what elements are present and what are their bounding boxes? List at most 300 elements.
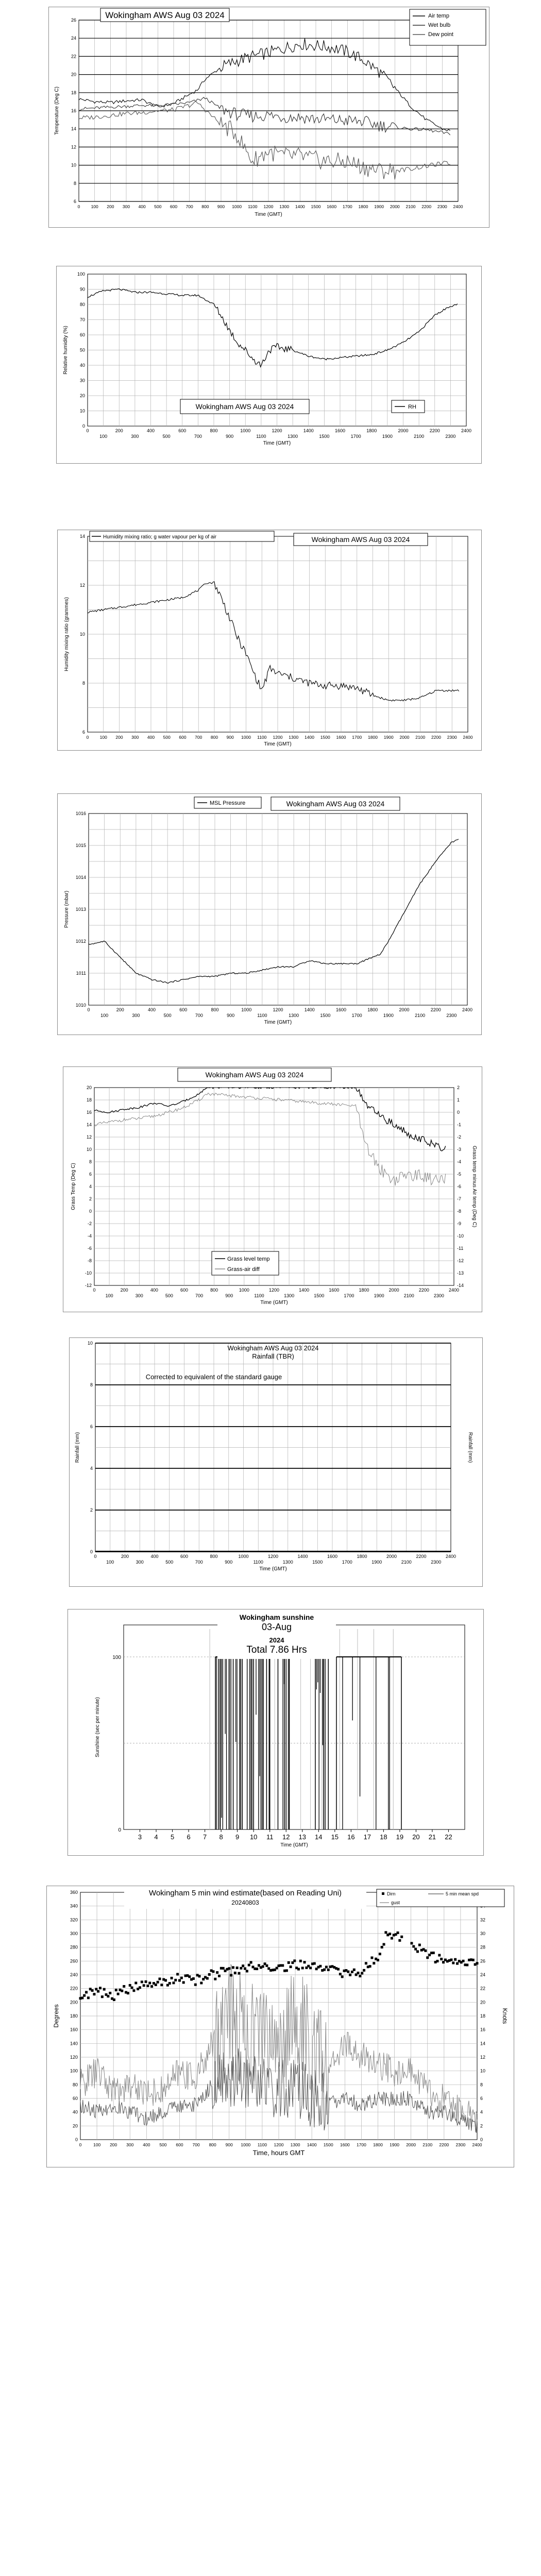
wind-dir-point — [347, 1971, 349, 1973]
temp-xtick: 700 — [185, 204, 193, 209]
wind-dir-point — [145, 1980, 147, 1983]
wind-xtick: 1800 — [373, 2142, 383, 2147]
rh-xtick: 400 — [146, 428, 155, 433]
grass-xtick: 500 — [165, 1293, 173, 1298]
pres-xtick: 1100 — [257, 1013, 267, 1018]
wind-dir-point — [206, 1977, 209, 1979]
wind-dir-point — [391, 1937, 393, 1940]
wind-dir-point — [398, 1939, 401, 1942]
mix-ytick: 8 — [82, 681, 85, 686]
wind-legend-item: Dirn — [387, 1891, 396, 1896]
sun-ylabel: Sunshine (sec per minute) — [95, 1697, 100, 1757]
wind-dir-point — [426, 1956, 429, 1959]
temp-legend-item: Wet bulb — [428, 22, 451, 28]
sun-total: Total 7.86 Hrs — [246, 1645, 307, 1655]
wind-title: Wokingham 5 min wind estimate(based on Reading Uni) — [148, 1889, 342, 1897]
mix-xlabel: Time (GMT) — [264, 741, 292, 747]
sun-xtick: 10 — [249, 1833, 258, 1841]
mix-xtick: 400 — [147, 735, 155, 740]
mix-xtick: 900 — [226, 735, 234, 740]
wind-dir-point — [180, 1977, 183, 1979]
rh-ytick: 70 — [79, 317, 85, 323]
sun-xtick: 16 — [347, 1833, 355, 1841]
mix-xtick: 200 — [115, 735, 123, 740]
grass-ytick2: -13 — [457, 1270, 464, 1276]
rh-xtick: 1600 — [334, 428, 346, 433]
temp-xtick: 1700 — [342, 204, 352, 209]
wind-xtick: 1000 — [241, 2142, 251, 2147]
pres-xtick: 100 — [100, 1013, 109, 1018]
wind-xtick: 2300 — [455, 2142, 466, 2147]
sun-xlabel: Time (GMT) — [280, 1842, 308, 1848]
wind-dir-point — [370, 1956, 373, 1959]
wind-dir-point — [373, 1962, 375, 1964]
grass-ytick: 14 — [86, 1122, 92, 1127]
grass-xtick: 100 — [105, 1293, 113, 1298]
rh-xtick: 1300 — [288, 434, 298, 439]
wind-ytick2: 12 — [480, 2055, 486, 2060]
wind-dir-point — [337, 1968, 340, 1971]
rh-xlabel: Time (GMT) — [263, 440, 291, 446]
grass-xtick: 2400 — [448, 1287, 460, 1293]
wind-dir-point — [248, 1964, 250, 1967]
temp-xtick: 200 — [107, 204, 114, 209]
grass-ytick: -10 — [84, 1270, 92, 1276]
rh-xtick: 1900 — [382, 434, 393, 439]
wind-dir-point — [93, 1993, 95, 1995]
wind-ytick: 320 — [70, 1917, 78, 1923]
grass-ytick2: -4 — [457, 1159, 462, 1164]
wind-dir-point — [281, 1964, 284, 1967]
rh-xtick: 1200 — [272, 428, 282, 433]
sun-xtick: 14 — [315, 1833, 323, 1841]
mix-xtick: 1700 — [352, 735, 362, 740]
wind-dir-point — [178, 1979, 181, 1982]
rh-xtick: 0 — [86, 428, 89, 433]
wind-dir-point — [97, 1990, 99, 1993]
grass-xtick: 200 — [120, 1287, 128, 1293]
wind-dir-point — [132, 1989, 135, 1992]
wind-ytick: 60 — [72, 2096, 78, 2101]
humidity-chart-svg — [57, 266, 481, 463]
grass-ytick2: -10 — [457, 1233, 464, 1239]
wind-xtick: 200 — [110, 2142, 117, 2147]
rain-xtick: 2200 — [416, 1554, 427, 1559]
grass-xlabel: Time (GMT) — [260, 1300, 288, 1306]
wind-dir-point — [234, 1972, 236, 1974]
wind-dir-point — [160, 1984, 163, 1986]
rh-xtick: 300 — [131, 434, 139, 439]
wind-dir-point — [353, 1969, 356, 1971]
wind-dir-point — [454, 1958, 457, 1961]
rh-xtick: 500 — [162, 434, 171, 439]
pres-ytick: 1015 — [75, 843, 86, 848]
wind-dir-point — [363, 1969, 365, 1972]
grass-ytick2: -5 — [457, 1172, 462, 1177]
wind-dir-point — [200, 1981, 202, 1984]
wind-xtick: 1700 — [356, 2142, 366, 2147]
wind-dir-point — [384, 1931, 387, 1934]
grass-ytick: -12 — [84, 1283, 92, 1288]
mix-ytick: 14 — [79, 534, 85, 539]
rainfall-chart-svg — [70, 1338, 482, 1586]
wind-ytick: 340 — [70, 1903, 78, 1909]
wind-dir-point — [379, 1953, 381, 1955]
wind-dir-point — [365, 1962, 367, 1964]
grass-xtick: 600 — [180, 1287, 189, 1293]
temp-xtick: 1300 — [279, 204, 290, 209]
grass-xtick: 1000 — [239, 1287, 249, 1293]
wind-dir-point — [388, 1933, 391, 1935]
grass-temp-chart — [63, 1066, 482, 1312]
wind-dir-point — [313, 1962, 316, 1965]
grass-xtick: 1600 — [329, 1287, 340, 1293]
wind-dir-point — [341, 1975, 344, 1978]
pres-ytick: 1012 — [75, 939, 86, 944]
wind-dir-point — [222, 1967, 225, 1970]
rh-xtick: 200 — [115, 428, 123, 433]
temp-ytick: 14 — [71, 126, 76, 132]
wind-ytick: 80 — [72, 2082, 78, 2088]
mix-xtick: 1300 — [289, 735, 299, 740]
rh-ytick: 100 — [77, 272, 85, 277]
rh-ytick: 0 — [82, 423, 85, 429]
mix-xtick: 600 — [179, 735, 187, 740]
sunshine-chart-svg — [68, 1609, 483, 1855]
wind-dir-point — [85, 1991, 88, 1993]
grass-xtick: 1900 — [374, 1293, 384, 1298]
rh-ytick: 10 — [79, 408, 85, 414]
wind-dir-point — [339, 1973, 342, 1975]
grass-xtick: 300 — [135, 1293, 143, 1298]
rh-xtick: 1400 — [303, 428, 314, 433]
grass-ytick: -8 — [87, 1258, 92, 1263]
sun-title: Wokingham sunshine — [239, 1613, 314, 1621]
wind-ytick2: 8 — [480, 2082, 483, 2088]
grass-ytick: 20 — [86, 1085, 92, 1090]
grass-xtick: 700 — [195, 1293, 204, 1298]
mix-xtick: 100 — [99, 735, 107, 740]
temp-xtick: 2400 — [453, 204, 463, 209]
sun-xtick: 11 — [266, 1833, 274, 1841]
wind-ytick: 280 — [70, 1944, 78, 1950]
wind-dir-point — [246, 1970, 248, 1972]
grass-xtick: 2100 — [403, 1293, 414, 1298]
temp-xtick: 800 — [201, 204, 209, 209]
wind-dir-point — [462, 1960, 465, 1962]
sun-xtick: 18 — [380, 1833, 387, 1841]
wind-ytick2: 20 — [480, 1999, 486, 2005]
wind-xtick: 2400 — [472, 2142, 482, 2147]
grass-ytick2: -7 — [457, 1196, 462, 1201]
sun-xtick: 5 — [170, 1833, 175, 1841]
grass-ytick: 2 — [89, 1196, 92, 1201]
rain-ytick: 4 — [90, 1466, 93, 1471]
rain-ytick: 2 — [90, 1507, 93, 1513]
wind-dir-point — [127, 1992, 129, 1994]
sun-xtick: 17 — [363, 1833, 371, 1841]
wind-dir-point — [103, 1988, 106, 1991]
wind-xtick: 1400 — [307, 2142, 317, 2147]
rh-ytick: 80 — [79, 302, 85, 307]
sun-xtick: 15 — [331, 1833, 339, 1841]
mix-ytick: 12 — [79, 583, 85, 588]
sun-xtick: 22 — [445, 1833, 452, 1841]
temp-ytick: 18 — [71, 90, 76, 95]
grass-ytick: 8 — [89, 1159, 92, 1164]
wind-ytick2: 30 — [480, 1931, 486, 1936]
pres-xtick: 1500 — [320, 1013, 331, 1018]
wind-dir-point — [476, 1962, 479, 1964]
wind-xlabel: Time, hours GMT — [252, 2149, 305, 2157]
wind-dir-point — [440, 1958, 443, 1960]
grass-xtick: 1300 — [284, 1293, 295, 1298]
wind-xtick: 100 — [93, 2142, 101, 2147]
wind-dir-point — [192, 1977, 195, 1980]
wind-dir-point — [113, 1998, 115, 2001]
temp-xtick: 1600 — [327, 204, 337, 209]
grass-ytick: 10 — [86, 1147, 92, 1152]
grass-xtick: 1500 — [314, 1293, 325, 1298]
rh-xtick: 600 — [178, 428, 187, 433]
pres-xtick: 2400 — [462, 1007, 473, 1012]
rain-ytick: 10 — [87, 1341, 93, 1346]
wind-dir-point — [198, 1975, 201, 1977]
pres-xtick: 500 — [163, 1013, 172, 1018]
temp-ytick: 12 — [71, 144, 76, 150]
wind-dir-point — [301, 1967, 304, 1969]
wind-legend-item: gust — [391, 1900, 400, 1905]
grass-ytick2: 2 — [457, 1085, 460, 1090]
rh-xtick: 900 — [226, 434, 234, 439]
temp-xtick: 300 — [122, 204, 130, 209]
wind-dir-point — [361, 1972, 363, 1974]
wind-dir-point — [288, 1961, 290, 1964]
wind-dir-point — [228, 1967, 230, 1970]
wind-dir-point — [174, 1979, 177, 1981]
temp-ytick: 22 — [71, 54, 76, 59]
pres-ytick: 1011 — [76, 971, 86, 976]
wind-ytick: 140 — [70, 2041, 78, 2046]
sun-year: 2024 — [269, 1636, 284, 1644]
wind-dir-point — [81, 1996, 83, 1999]
wind-dir-point — [438, 1954, 441, 1957]
rain-xtick: 700 — [195, 1560, 203, 1565]
grass-ytick2: -1 — [457, 1122, 462, 1127]
wind-dir-point — [418, 1944, 421, 1946]
wind-dir-point — [400, 1936, 403, 1938]
rain-xtick: 800 — [210, 1554, 218, 1559]
grass-xtick: 2000 — [388, 1287, 399, 1293]
wind-chart — [46, 1886, 514, 2167]
wind-dir-point — [466, 1963, 468, 1966]
wind-ytick2: 22 — [480, 1986, 486, 1991]
grass-xtick: 2200 — [418, 1287, 429, 1293]
rh-ytick: 20 — [79, 393, 85, 398]
rain-xtick: 2400 — [445, 1554, 457, 1559]
wind-ytick: 20 — [72, 2123, 78, 2129]
rain-ytick: 8 — [90, 1382, 93, 1387]
grass-ytick2: -9 — [457, 1221, 462, 1226]
temp-xtick: 1900 — [374, 204, 384, 209]
rain-xtick: 1000 — [238, 1554, 249, 1559]
pres-xtick: 1300 — [289, 1013, 299, 1018]
wind-dir-point — [359, 1975, 361, 1977]
sun-xtick: 6 — [187, 1833, 191, 1841]
temp-xtick: 2300 — [437, 204, 447, 209]
temp-ytick: 10 — [71, 162, 76, 168]
wind-xtick: 0 — [79, 2142, 82, 2147]
wind-legend-swatch — [382, 1892, 384, 1895]
temp-xlabel: Time (GMT) — [255, 212, 282, 217]
rh-ytick: 30 — [79, 378, 85, 383]
wind-dir-point — [424, 1950, 427, 1952]
mix-xtick: 1200 — [273, 735, 283, 740]
wind-dir-point — [172, 1981, 175, 1984]
grass-ytick2: -11 — [457, 1246, 464, 1251]
temp-xtick: 1400 — [295, 204, 305, 209]
wind-dir-point — [319, 1965, 322, 1968]
grass-ytick2: -12 — [457, 1258, 464, 1263]
wind-xtick: 1200 — [274, 2142, 284, 2147]
rain-note: Corrected to equivalent of the standard gauge — [145, 1373, 282, 1381]
wind-ytick2: 4 — [480, 2109, 483, 2115]
pres-legend-item: MSL Pressure — [210, 800, 246, 806]
wind-dir-point — [171, 1977, 173, 1979]
rainfall-chart — [69, 1337, 483, 1587]
grass-xtick: 900 — [225, 1293, 233, 1298]
wind-dir-point — [143, 1984, 145, 1987]
wind-ylabel2: Knots — [501, 2008, 509, 2024]
sun-xtick: 19 — [396, 1833, 404, 1841]
pres-xtick: 300 — [132, 1013, 140, 1018]
rain-xtick: 600 — [180, 1554, 189, 1559]
wind-ytick: 100 — [70, 2068, 78, 2074]
mix-title: Wokingham AWS Aug 03 2024 — [311, 535, 410, 544]
pres-xtick: 1800 — [367, 1007, 378, 1012]
wind-ytick: 220 — [70, 1986, 78, 1991]
rh-xtick: 100 — [99, 434, 108, 439]
wind-xtick: 300 — [126, 2142, 134, 2147]
wind-ytick: 0 — [75, 2137, 78, 2142]
wind-dir-point — [369, 1965, 371, 1968]
wind-dir-point — [212, 1970, 214, 1973]
mix-xtick: 500 — [163, 735, 171, 740]
wind-xtick: 800 — [209, 2142, 216, 2147]
wind-dir-point — [232, 1966, 234, 1969]
rain-xtick: 1500 — [312, 1560, 323, 1565]
wind-dir-point — [91, 1989, 94, 1992]
rain-xtick: 1200 — [267, 1554, 279, 1559]
wind-ylabel: Degrees — [53, 2004, 60, 2028]
wind-dir-point — [472, 1959, 475, 1961]
pressure-chart — [57, 793, 482, 1035]
rain-xtick: 2000 — [386, 1554, 397, 1559]
wind-dir-point — [290, 1965, 292, 1968]
wind-ytick2: 2 — [480, 2123, 483, 2129]
pres-xtick: 1600 — [335, 1007, 347, 1012]
sun-xtick: 8 — [219, 1833, 223, 1841]
pres-ytick: 1014 — [75, 875, 86, 880]
pres-xtick: 1200 — [273, 1007, 283, 1012]
rain-ylabel: Rainfall (mm) — [75, 1432, 80, 1463]
wind-date: 20240803 — [231, 1899, 259, 1906]
rain-xlabel: Time (GMT) — [259, 1566, 287, 1572]
wind-xtick: 600 — [176, 2142, 183, 2147]
grass-xtick: 800 — [210, 1287, 218, 1293]
wind-ytick2: 6 — [480, 2096, 483, 2101]
wind-ytick2: 0 — [480, 2137, 483, 2142]
wind-dir-point — [349, 1974, 351, 1976]
grass-ytick2: -14 — [457, 1283, 464, 1288]
rh-xtick: 2300 — [445, 434, 456, 439]
wind-dir-point — [309, 1967, 312, 1969]
wind-dir-point — [410, 1942, 413, 1944]
pressure-chart-svg — [58, 794, 481, 1035]
wind-dir-point — [155, 1984, 157, 1986]
pres-xtick: 1400 — [304, 1007, 315, 1012]
wind-ytick2: 14 — [480, 2041, 486, 2046]
rh-xtick: 1700 — [350, 434, 361, 439]
grass-xtick: 400 — [150, 1287, 158, 1293]
rain-title: Wokingham AWS Aug 03 2024 — [227, 1344, 319, 1352]
temp-ylabel: Temperature (Deg C) — [54, 87, 60, 135]
mix-xtick: 1100 — [257, 735, 267, 740]
wind-ytick2: 24 — [480, 1972, 486, 1977]
temp-xtick: 2100 — [405, 204, 416, 209]
rh-xtick: 2400 — [461, 428, 472, 433]
wind-dir-point — [101, 1995, 104, 1998]
rh-xtick: 700 — [194, 434, 202, 439]
rh-ytick: 90 — [79, 286, 85, 292]
rh-xtick: 1500 — [319, 434, 330, 439]
wind-ytick2: 10 — [480, 2068, 486, 2074]
pres-xtick: 400 — [147, 1007, 156, 1012]
wind-dir-point — [327, 1969, 330, 1971]
wind-dir-point — [299, 1960, 302, 1962]
rain-ylabel2: Rainfall (mm) — [467, 1432, 473, 1463]
grass-ytick: 0 — [89, 1209, 92, 1214]
grass-xtick: 0 — [93, 1287, 96, 1293]
mix-xtick: 0 — [86, 735, 89, 740]
grass-xtick: 1200 — [268, 1287, 280, 1293]
wind-ytick: 260 — [70, 1958, 78, 1964]
rain-xtick: 0 — [94, 1554, 97, 1559]
pres-xtick: 600 — [179, 1007, 188, 1012]
wind-xtick: 2000 — [406, 2142, 416, 2147]
wind-dir-point — [131, 1987, 133, 1989]
pres-xtick: 1900 — [383, 1013, 394, 1018]
wind-dir-point — [436, 1960, 439, 1962]
grass-ytick: 18 — [86, 1097, 92, 1103]
pres-xtick: 2000 — [399, 1007, 410, 1012]
wind-dir-point — [383, 1943, 385, 1945]
mix-xtick: 1400 — [305, 735, 314, 740]
pres-xtick: 1700 — [351, 1013, 362, 1018]
wind-dir-point — [141, 1980, 143, 1983]
wind-dir-point — [99, 1987, 102, 1989]
wind-dir-point — [397, 1931, 399, 1934]
rain-ytick: 0 — [90, 1549, 93, 1554]
mix-xtick: 700 — [195, 735, 202, 740]
rain-ytick: 6 — [90, 1424, 93, 1429]
mix-xtick: 800 — [210, 735, 218, 740]
temp-title: Wokingham AWS Aug 03 2024 — [105, 10, 225, 20]
wind-dir-point — [129, 1984, 131, 1987]
wind-dir-point — [194, 1984, 197, 1986]
wind-dir-point — [240, 1967, 242, 1970]
sun-ytick: 100 — [112, 1655, 121, 1660]
